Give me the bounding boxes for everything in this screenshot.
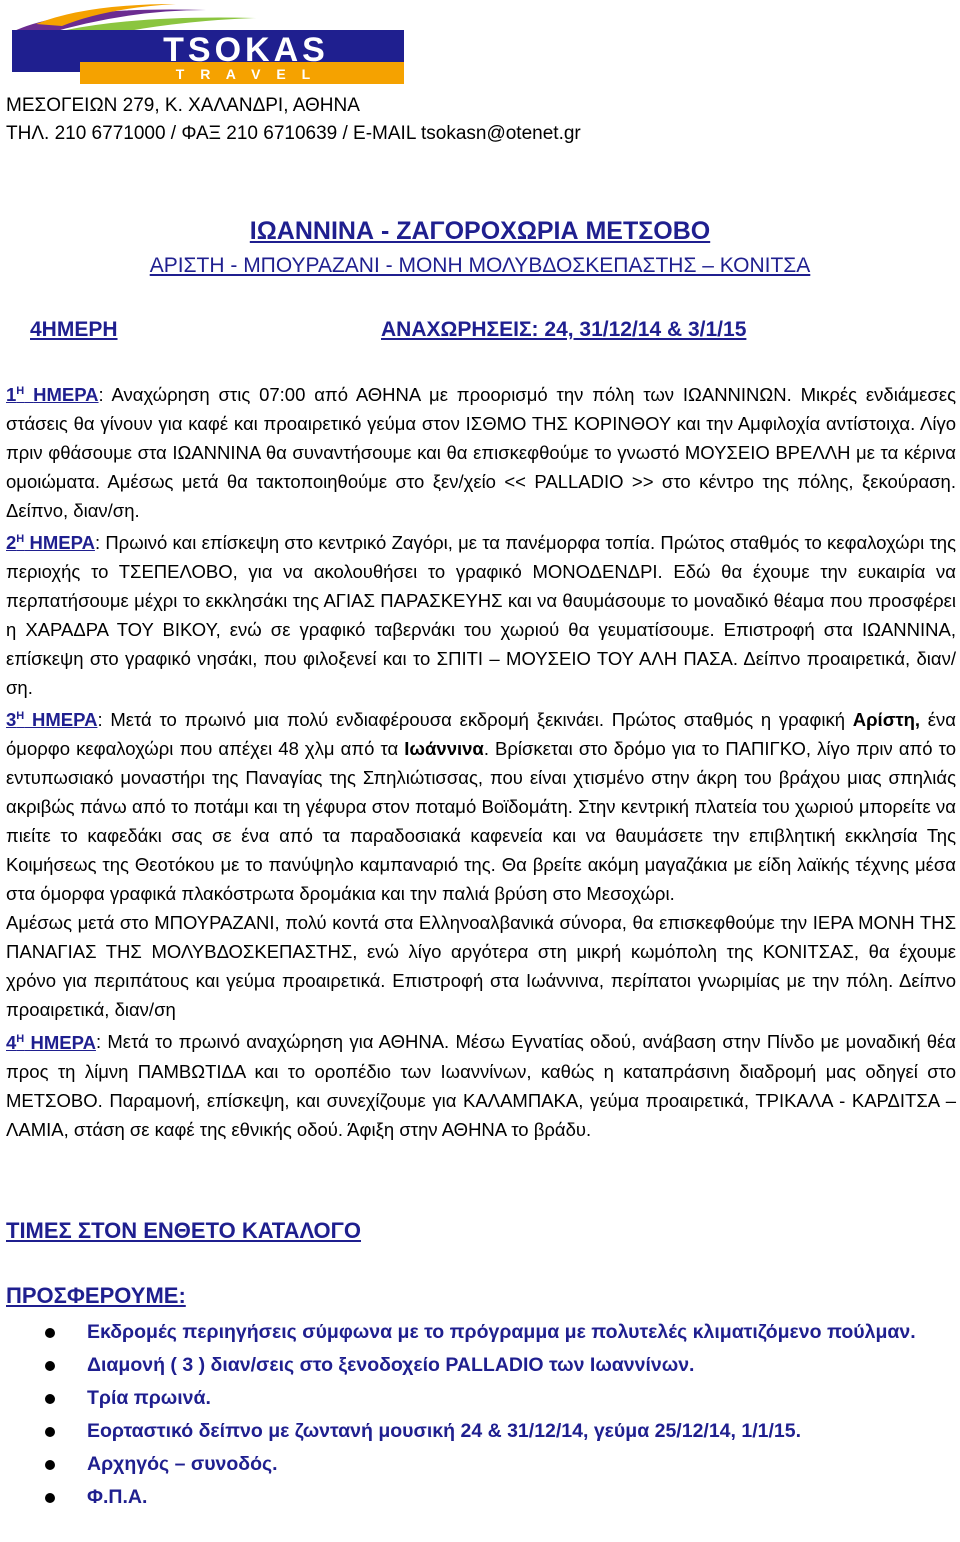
day-4-heading: $4^H$ ΗΜΕΡΑ — [6, 1031, 96, 1053]
bullet-icon — [45, 1493, 55, 1503]
itinerary — [6, 377, 956, 1144]
offer-item: Εορταστικό δείπνο με ζωντανή μουσική 24 & 31/12/14, γεύμα 25/12/14, 1/1/15. — [0, 1415, 952, 1448]
bullet-icon — [45, 1460, 55, 1470]
logo-wordmark: TSOKAS — [163, 31, 329, 69]
tour-title: ΙΩΑΝΝΙΝΑ - ΖΑΓΟΡΟΧΩΡΙΑ ΜΕΤΣΟΒΟ — [249, 217, 711, 245]
place-ioannina: Ιωάννινα — [404, 738, 484, 760]
bullet-icon — [45, 1394, 55, 1404]
company-address: ΜΕΣΟΓΕΙΩΝ 279, Κ. ΧΑΛΑΝΔΡΙ, ΑΘΗΝΑ — [6, 95, 360, 116]
prices-heading: ΤΙΜΕΣ ΣΤΟΝ ΕΝΘΕΤΟ ΚΑΤΑΛΟΓΟ — [6, 1218, 362, 1243]
tour-departures: ΑΝΑΧΩΡΗΣΕΙΣ: 24, 31/12/14 & 3/1/15 — [381, 318, 747, 341]
day-1-paragraph — [6, 377, 956, 525]
logo-subtitle: T R A V E L — [175, 66, 317, 82]
place-ariste: Αρίστη, — [852, 709, 921, 731]
bullet-icon — [45, 1328, 55, 1338]
offer-item: Διαμονή ( 3 ) διαν/σεις στο ξενοδοχείο PALLADIO των Ιωαννίνων. — [0, 1349, 952, 1382]
tour-duration: 4ΗΜΕΡΗ — [30, 318, 118, 341]
day-2-text: : Πρωινό και επίσκεψη στο κεντρικό Ζαγόρι, με τα πανέμορφα τοπία. Πρώτος σταθμός το κεφαλοχώρι της περιοχής το ΤΣΕΠΕΛΟΒΟ, για να ακολουθήσει το γραφικό ΜΟΝΟΔΕΝΔΡΙ. Εδώ θα έχουμε την ευκαιρία να περπατήσουμε μέχρι το εκκλησάκι της ΑΓΙΑΣ ΠΑΡΑΣΚΕΥΗΣ και να θαυμάσουμε το μοναδικό θέαμα που προσφέρει η ΧΑΡΑΔΡΑ ΤΟΥ ΒΙΚΟΥ, ενώ σε γραφικό ταβερνάκι του χωριού θα γευματίσουμε. Επιστροφή στα ΙΩΑΝΝΙΝΑ, επίσκεψη στο γραφικό νησάκι, που φιλοξενεί και το ΣΠΙΤΙ – ΜΟΥΣΕΙΟ ΤΟΥ ΑΛΗ ΠΑΣΑ. Δείπνο προαιρετικά, διαν/ση. — [6, 532, 956, 699]
offer-item: Αρχηγός – συνοδός. — [0, 1448, 952, 1481]
company-contact: ΤΗΛ. 210 6771000 / ΦΑΞ 210 6710639 / E-MAIL tsokasn@otenet.gr — [6, 123, 581, 144]
offer-item: Εκδρομές περιηγήσεις σύμφωνα με το πρόγραμμα με πολυτελές κλιματιζόμενο πούλμαν. — [0, 1316, 952, 1349]
day-1-text: : Αναχώρηση στις 07:00 από ΑΘΗΝΑ με προορισμό την πόλη των ΙΩΑΝΝΙΝΩΝ. Μικρές ενδιάμεσες στάσεις θα γίνουν για καφέ και προαιρετικό γεύμα στον ΙΣΘΜΟ ΤΗΣ ΚΟΡΙΝΘΟΥ και την Αμφιλοχία αντίστοιχα. Λίγο πριν φθάσουμε στα ΙΩΑΝΝΙΝΑ θα συναντήσουμε και θα επισκεφθούμε το γνωστό ΜΟΥΣΕΙΟ ΒΡΕΛΛΗ με τα κέρινα ομοιώματα. Αμέσως μετά θα τακτοποιηθούμε στο ξεν/χείο << PALLADIO >> στο κέντρο της πόλης, ξεκούραση. Δείπνο, διαν/ση. — [6, 384, 956, 522]
offer-list — [0, 1316, 960, 1514]
day-4-text: : Μετά το πρωινό αναχώρηση για ΑΘΗΝΑ. Μέσω Εγνατίας οδού, ανάβαση στην Πίνδο με μοναδική θέα προς τη λίμνη ΠΑΜΒΩΤΙΔΑ και το οροπέδιο των Ιωαννίνων, καθώς η καταπράσινη διαδρομή μας οδηγεί στο ΜΕΤΣΟΒΟ. Παραμονή, επίσκεψη, και συνεχίζουμε για ΚΑΛΑΜΠΑΚΑ, γεύμα προαιρετικά, ΤΡΙΚΑΛΑ - ΚΑΡΔΙΤΣΑ – ΛΑΜΙΑ, στάση σε καφέ της εθνικής οδού. Άφιξη στην ΑΘΗΝΑ το βράδυ. — [6, 1031, 956, 1140]
tsokas-travel-logo — [6, 4, 404, 90]
day-3-continuation: Αμέσως μετά στο ΜΠΟΥΡΑΖΑΝΙ, πολύ κοντά στα Ελληνοαλβανικά σύνορα, θα επισκεφθούμε την ΙΕΡΑ ΜΟΝΗ ΤΗΣ ΠΑΝΑΓΙΑΣ ΤΗΣ ΜΟΛΥΒΔΟΣΚΕΠΑΣΤΗΣ, ενώ λίγο αργότερα στη μικρή κωμόπολη της ΚΟΝΙΤΣΑΣ, θα έχουμε χρόνο για περιπάτους και γεύμα προαιρετικά. Επιστροφή στα Ιωάννινα, περίπατοι γνωριμίας με την πόλη. Δείπνο προαιρετικά, διαν/ση — [6, 912, 956, 1021]
bullet-icon — [45, 1361, 55, 1371]
day-3-heading: $3^H$ ΗΜΕΡΑ — [6, 709, 98, 731]
bullet-icon — [45, 1427, 55, 1437]
day-3-paragraph: $3^H$ ΗΜΕΡΑ: Μετά το πρωινό μια πολύ ενδιαφέρουσα εκδρομή ξεκινάει. Πρώτος σταθμός η γραφική Αρίστη, ένα όμορφο κεφαλοχώρι που απέχει 48 χλμ από τα Ιωάννινα. Βρίσκεται στο δρόμο για το ΠΑΠΙΓΚΟ, λίγο πριν από το εντυπωσιακό μοναστήρι της Παναγίας της Σπηλιώτισσας, που είναι χτισμένο στην άκρη του βράχου μιας σπηλιάς ακριβώς πάνω από το ποτάμι και τη γέφυρα στον ποταμό Βοϊδομάτη. Στην κεντρική πλατεία του χωριού μπορείτε να πιείτε το καφεδάκι σας σε ένα από τα παραδοσιακά καφενεία και να θαυμάσετε την επιβλητική εκκλησία Της Κοιμήσεως της Θεοτόκου με το πανύψηλο καμπαναριό της. Θα βρείτε ακόμη μαγαζάκια με είδη λαϊκής τέχνης μέσα στα όμορφα γραφικά πλακόστρωτα δρομάκια και την παλιά βρύση στο Μεσοχώρι. — [6, 709, 956, 905]
tour-subtitle: ΑΡΙΣΤΗ - ΜΠΟΥΡΑΖΑΝΙ - ΜΟΝΗ ΜΟΛΥΒΔΟΣΚΕΠΑΣΤΗΣ – ΚΟΝΙΤΣΑ — [149, 254, 811, 277]
offer-item: Φ.Π.Α. — [0, 1481, 952, 1514]
day-2-paragraph — [6, 525, 956, 702]
day-2-heading: $2^H$ ΗΜΕΡΑ — [6, 532, 95, 554]
offer-item: Τρία πρωινά. — [0, 1382, 952, 1415]
day-1-heading: $1^H$ ΗΜΕΡΑ — [6, 384, 99, 406]
offer-heading: ΠΡΟΣΦΕΡΟΥΜΕ: — [6, 1283, 186, 1308]
day-4-paragraph — [6, 1024, 956, 1143]
